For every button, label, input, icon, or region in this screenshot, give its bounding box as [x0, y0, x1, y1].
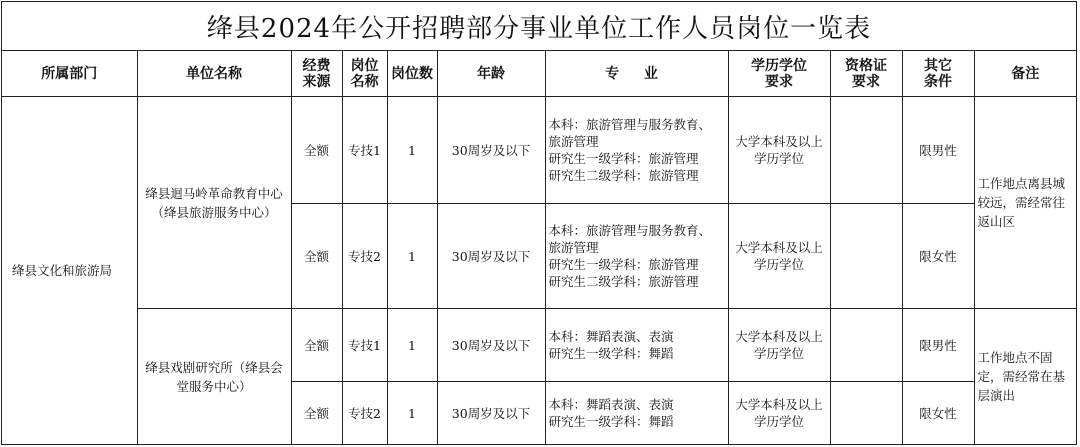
degree-line2: 学历学位 [753, 414, 804, 430]
major-cell [545, 97, 728, 204]
count-cell: 1 [387, 204, 437, 309]
header-funding-line2: 来源 [302, 73, 331, 90]
degree-cell [728, 204, 830, 309]
degree-line1: 大学本科及以上 [735, 240, 823, 255]
header-other-line2: 条件 [924, 73, 952, 90]
major-line: 研究生二级学科：旅游管理 [548, 274, 699, 289]
table-title: 绛县2024年公开招聘部分事业单位工作人员岗位一览表 [2, 2, 1076, 51]
unit-name-line1: 绛县戏剧研究所（绛县会 [145, 359, 283, 375]
degree-line2: 学历学位 [753, 151, 804, 166]
major-line: 研究生一级学科：舞蹈 [548, 346, 674, 361]
header-position-line1: 岗位 [350, 57, 379, 74]
unit-name-line1: 绛县迴马岭革命教育中心 [145, 185, 283, 201]
age-cell: 30周岁及以下 [437, 97, 545, 204]
header-remarks: 备注 [974, 51, 1076, 97]
major-line: 旅游管理 [548, 134, 599, 149]
degree-line1: 大学本科及以上 [735, 329, 823, 344]
table-row [2, 309, 1076, 382]
major-line: 研究生二级学科：旅游管理 [548, 168, 699, 183]
header-count: 岗位数 [387, 51, 437, 97]
degree-line1: 大学本科及以上 [735, 397, 823, 413]
degree-line2: 学历学位 [753, 346, 804, 361]
position-cell: 专技1 [342, 309, 387, 382]
count-cell: 1 [387, 382, 437, 445]
header-degree-line2: 要求 [765, 73, 793, 90]
funding-cell: 全额 [291, 97, 342, 204]
major-line: 本科：旅游管理与服务教育、 [548, 117, 712, 132]
major-cell [545, 204, 728, 309]
header-major: 专 业 [545, 51, 728, 97]
cert-cell [830, 204, 902, 309]
recruitment-table-sheet [1, 1, 1077, 445]
header-cert-line1: 资格证 [845, 57, 887, 74]
major-line: 研究生一级学科：旅游管理 [548, 151, 699, 166]
position-cell: 专技2 [342, 204, 387, 309]
cert-cell [830, 382, 902, 445]
position-cell: 专技2 [342, 382, 387, 445]
age-cell: 30周岁及以下 [437, 204, 545, 309]
table-row [2, 97, 1076, 204]
unit-name-cell [137, 97, 291, 309]
age-cell: 30周岁及以下 [437, 309, 545, 382]
department-cell: 绛县文化和旅游局 [2, 97, 137, 445]
degree-line1: 大学本科及以上 [735, 134, 823, 149]
cert-cell [830, 309, 902, 382]
degree-cell [728, 309, 830, 382]
other-cell: 限女性 [902, 204, 974, 309]
major-line: 本科：舞蹈表演、表演 [548, 397, 674, 413]
header-position [342, 51, 387, 97]
count-cell: 1 [387, 309, 437, 382]
header-cert [830, 51, 902, 97]
major-line: 研究生一级学科：舞蹈 [548, 414, 674, 430]
header-funding-line1: 经费 [302, 57, 331, 74]
other-cell: 限女性 [902, 382, 974, 445]
header-position-line2: 名称 [350, 73, 379, 90]
unit-name-cell [137, 309, 291, 445]
funding-cell: 全额 [291, 204, 342, 309]
header-other [902, 51, 974, 97]
major-line: 本科：舞蹈表演、表演 [548, 329, 674, 344]
major-cell [545, 309, 728, 382]
header-degree-line1: 学历学位 [751, 57, 807, 74]
degree-line2: 学历学位 [753, 257, 804, 272]
remarks-cell: 工作地点离县城较远，需经常往返山区 [974, 97, 1076, 309]
count-cell: 1 [387, 97, 437, 204]
other-cell: 限男性 [902, 309, 974, 382]
major-line: 旅游管理 [548, 240, 599, 255]
header-unit-name: 单位名称 [137, 51, 291, 97]
header-department: 所属部门 [2, 51, 137, 97]
degree-cell [728, 97, 830, 204]
header-other-line1: 其它 [924, 57, 952, 74]
header-age: 年龄 [437, 51, 545, 97]
positions-table [2, 51, 1076, 445]
header-row [2, 51, 1076, 97]
major-cell [545, 382, 728, 445]
header-degree [728, 51, 830, 97]
age-cell: 30周岁及以下 [437, 382, 545, 445]
major-line: 本科：旅游管理与服务教育、 [548, 223, 712, 238]
cert-cell [830, 97, 902, 204]
degree-cell [728, 382, 830, 445]
funding-cell: 全额 [291, 382, 342, 445]
position-cell: 专技1 [342, 97, 387, 204]
unit-name-line2: 堂服务中心） [176, 378, 252, 394]
other-cell: 限男性 [902, 97, 974, 204]
header-cert-line2: 要求 [852, 73, 880, 90]
funding-cell: 全额 [291, 309, 342, 382]
unit-name-line2: （绛县旅游服务中心） [151, 204, 277, 220]
major-line: 研究生一级学科：旅游管理 [548, 257, 699, 272]
header-funding [291, 51, 342, 97]
remarks-cell: 工作地点不固定，需经常在基层演出 [974, 309, 1076, 445]
